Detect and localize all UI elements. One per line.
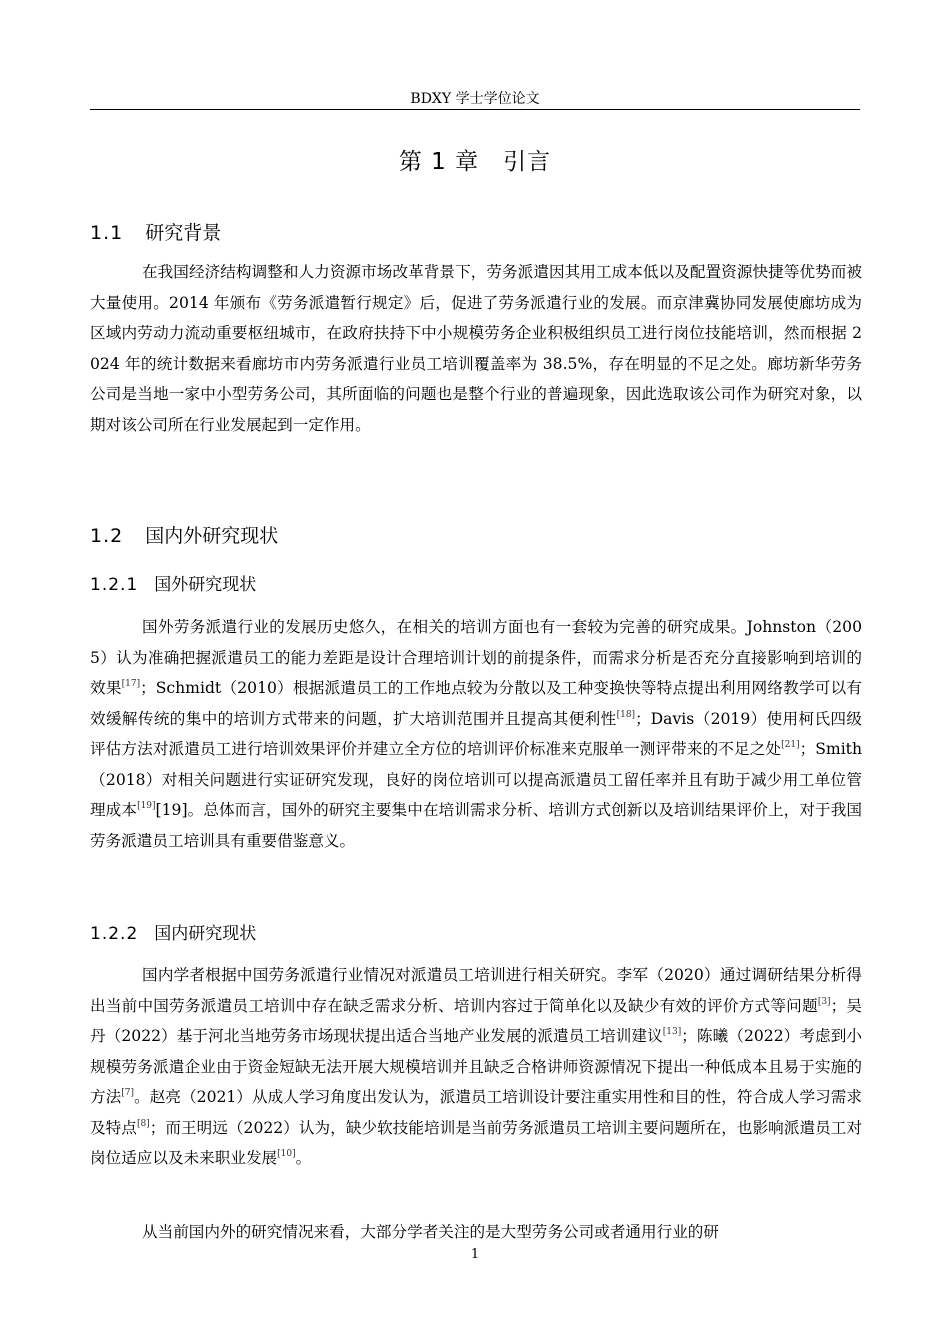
citation: [21] <box>781 740 800 750</box>
header-rule <box>90 109 860 110</box>
text-run: ；Davis（2019）使用柯氏四级评估方法对派遣员工进行培训效果评价并建立全方位的培训评价标准来克服单一测评带来的不足之处 <box>90 709 862 758</box>
running-header: BDXY 学士学位论文 <box>410 91 540 107</box>
citation: [19] <box>137 801 156 811</box>
section-number: 1.1 <box>90 222 124 244</box>
section-number: 1.2.2 <box>90 924 139 944</box>
section-title: 国外研究现状 <box>154 575 257 595</box>
citation: [13] <box>662 1027 682 1037</box>
paragraph-research-background: 在我国经济结构调整和人力资源市场改革背景下，劳务派遣因其用工成本低以及配置资源快捷等优势而被大量使用。2014 年颁布《劳务派遣暂行规定》后，促进了劳务派遣行业的发展。而京津冀协同发展使廊坊成为区域内劳动力流动重要枢纽城市，在政府扶持下中小规模劳务企业积极组织员工进行岗位技能培训，然而根据 2024 年的统计数据来看廊坊市内劳务派遣行业员工培训覆盖率为 38.5%，存在明显的不足之处。廊坊新华劳务公司是当地一家中小型劳务公司，其所面临的问题也是整个行业的普遍现象，因此选取该公司作为研究对象，以期对该公司所在行业发展起到一定作用。 <box>90 263 862 434</box>
paragraph-domestic-research <box>90 960 862 1174</box>
text-run: [19]。总体而言，国外的研究主要集中在培训需求分析、培训方式创新以及培训结果评价上，对于我国劳务派遣员工培训具有重要借鉴意义。 <box>90 801 862 850</box>
text-run: ；吴丹（2022）基于河北当地劳务市场现状提出适合当地产业发展的派遣员工培训建议 <box>90 996 862 1045</box>
paragraph-summary-start: 从当前国内外的研究情况来看，大部分学者关注的是大型劳务公司或者通用行业的研 <box>142 1223 719 1241</box>
text-run: ；Schmidt（2010）根据派遣员工的工作地点较为分散以及工种变换快等特点提出利用网络教学可以有效缓解传统的集中的培训方式带来的问题，扩大培训范围并且提高其便利性 <box>90 679 862 728</box>
citation: [7] <box>121 1088 135 1098</box>
section-heading-1-2-2 <box>90 921 256 947</box>
paragraph-foreign-research <box>90 612 862 856</box>
text-run: 国内学者根据中国劳务派遣行业情况对派遣员工培训进行相关研究。李军（2020）通过调研结果分析得出当前中国劳务派遣员工培训中存在缺乏需求分析、培训内容过于简单化以及缺少有效的评价方式等问题 <box>90 966 862 1015</box>
text-run: 。赵亮（2021）从成人学习角度出发认为，派遣员工培训设计要注重实用性和目的性，符合成人学习需求及特点 <box>90 1088 862 1137</box>
section-number: 1.2 <box>90 525 124 547</box>
text-run: 。 <box>295 1149 312 1167</box>
section-number: 1.2.1 <box>90 575 139 595</box>
page-number: 1 <box>470 1247 480 1262</box>
text-run: ；而王明远（2022）认为，缺少软技能培训是当前劳务派遣员工培训主要问题所在，也影响派遣员工对岗位适应以及未来职业发展 <box>90 1118 862 1167</box>
section-title: 研究背景 <box>145 222 222 244</box>
section-heading-1-2-1 <box>90 572 256 598</box>
citation: [3] <box>817 996 831 1007</box>
text-run: ；Smith（2018）对相关问题进行实证研究发现，良好的岗位培训可以提高派遣员工留任率并且有助于减少用工单位管理成本 <box>90 740 862 819</box>
section-heading-1-2 <box>90 522 278 550</box>
text-run: ；陈曦（2022）考虑到小规模劳务派遣企业由于资金短缺无法开展大规模培训并且缺乏合格讲师资源情况下提出一种低成本且易于实施的方法 <box>90 1027 863 1106</box>
section-title: 国内研究现状 <box>154 924 257 944</box>
citation: [17] <box>121 679 141 689</box>
citation: [8] <box>136 1118 150 1129</box>
section-heading-1-1 <box>90 219 221 247</box>
chapter-title: 第 1 章 引言 <box>398 149 552 175</box>
section-title: 国内外研究现状 <box>145 525 279 547</box>
citation: [10] <box>277 1149 296 1159</box>
citation: [18] <box>616 709 636 720</box>
text-run: 国外劳务派遣行业的发展历史悠久，在相关的培训方面也有一套较为完善的研究成果。Johnston（2005）认为准确把握派遣员工的能力差距是设计合理培训计划的前提条件，而需求分析是否充分直接影响到培训的效果 <box>90 618 862 697</box>
